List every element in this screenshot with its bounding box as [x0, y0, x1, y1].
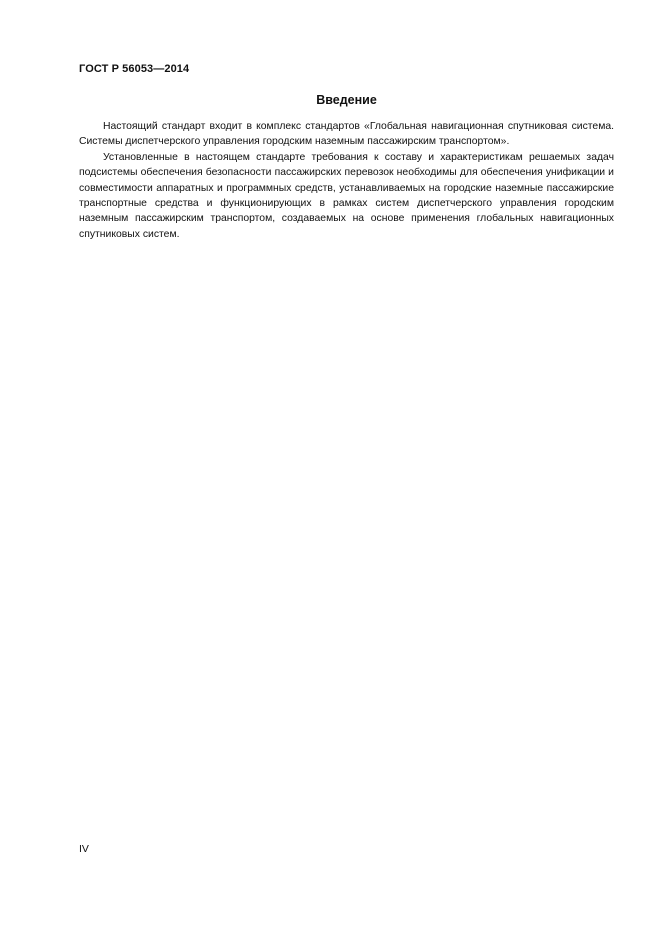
section-body — [79, 119, 614, 242]
paragraph: Установленные в настоящем стандарте требования к составу и характеристикам решаемых задач подсистемы обеспечения безопасности пассажирских перевозок необходимы для обеспечения унификации и совместимости аппаратных и программных средств, устанавливаемых на городские наземные пассажирские транспортные средства и функционирующих в рамках систем диспетчерского управления городским наземным пассажирским транспортом, создаваемых на основе применения глобальных навигационных спутниковых систем. — [79, 151, 614, 240]
paragraph: Настоящий стандарт входит в комплекс стандартов «Глобальная навигационная спутниковая система. Системы диспетчерского управления городским наземным пассажирским транспортом». — [79, 121, 614, 148]
page-number: IV — [79, 843, 89, 855]
section-title: Введение — [316, 93, 377, 107]
document-code-header: ГОСТ Р 56053—2014 — [79, 63, 190, 75]
